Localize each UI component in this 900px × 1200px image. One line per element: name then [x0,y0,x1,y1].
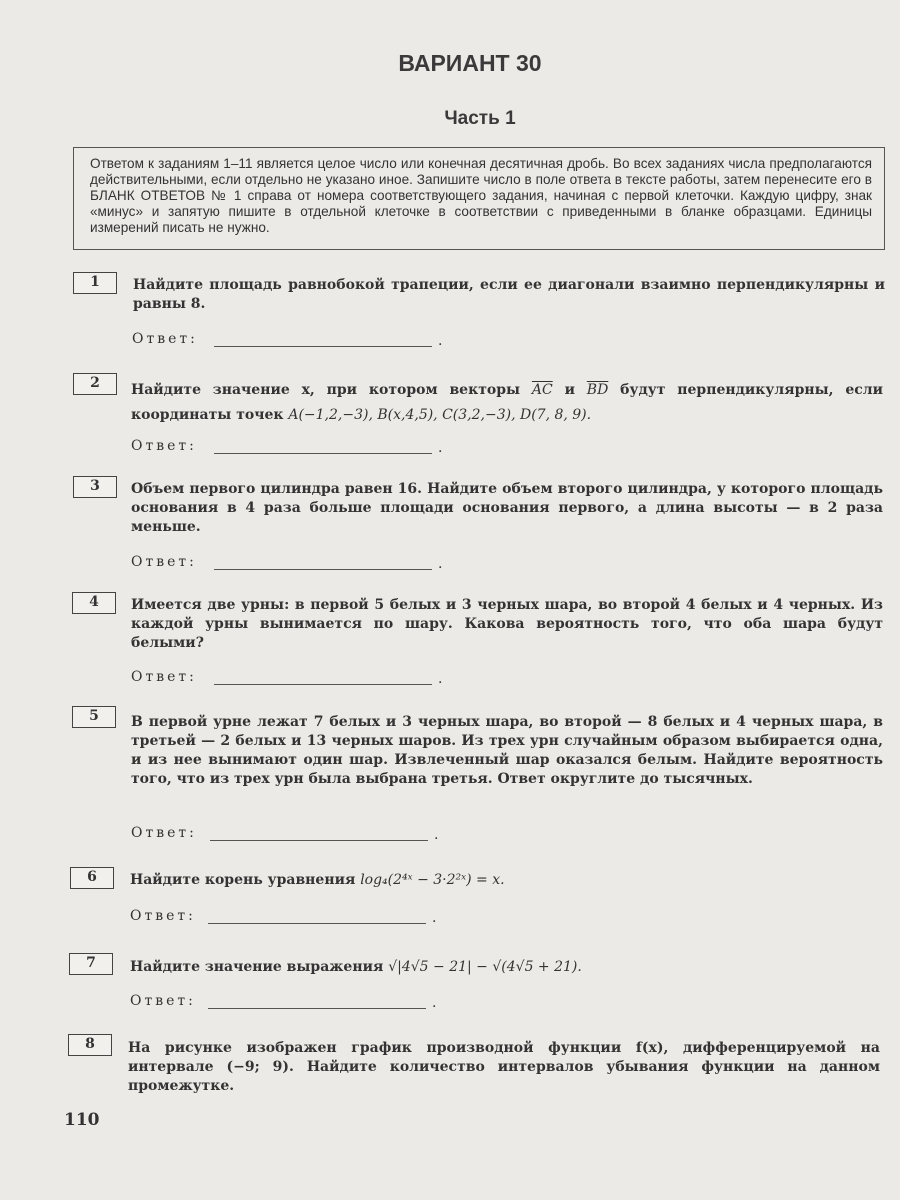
answer-label: Ответ: [131,438,197,454]
answer-label: Ответ: [130,993,196,1009]
task-text-and: и [564,382,575,398]
equation: log₄(2⁴ˣ − 3·2²ˣ) = x. [360,872,505,888]
task-number: 8 [68,1034,112,1056]
task-text-part: Найдите значение выражения [130,959,384,975]
answer-label: Ответ: [131,669,197,685]
answer-field[interactable] [214,346,432,347]
answer-end: . [438,440,443,456]
task-number: 4 [72,592,116,614]
answer-end: . [438,333,443,349]
answer-label: Ответ: [132,331,198,347]
variant-title: ВАРИАНТ 30 [398,50,542,76]
task-text: В первой урне лежат 7 белых и 3 черных шара, во второй — 8 белых и 4 черных шара, в третьей — 2 белых и 13 черных шаров. Из трех урн случайным образом выбирается одна, и из нее вынимают один шар. Извлеченный шар оказался белым. Найдите вероятность того, что из трех урн была выбрана третья. Ответ округлите до тысячных. [131,714,883,787]
task-number: 6 [70,867,114,889]
answer-field[interactable] [214,569,432,570]
vector-ac: $\overline{AC}$ [531,382,553,398]
task-text: Найдите площадь равнобокой трапеции, если ее диагонали взаимно перпендикулярны и равны 8. [133,277,885,312]
task-text: На рисунке изображен график производной функции f(x), дифференцируемой на интервале (−9; 9). Найдите количество интервалов убывания функции на данном промежутке. [128,1040,880,1094]
task-text: Имеется две урны: в первой 5 белых и 3 черных шара, во второй 4 белых и 4 черных. Из каждой урны вынимается по шару. Какова вероятность того, что оба шара будут белыми? [131,597,883,651]
answer-field[interactable] [210,840,428,841]
task-text: Объем первого цилиндра равен 16. Найдите объем второго цилиндра, у которого площадь основания в 4 раза больше площади основания первого, а длина высоты — в 2 раза меньше. [131,481,883,535]
task-number: 5 [72,706,116,728]
answer-field[interactable] [214,453,432,454]
answer-label: Ответ: [130,908,196,924]
expression: √|4√5 − 21| − √(4√5 + 21). [388,959,582,975]
task-text-part: будут перпендикулярны, если координаты точек [131,382,884,423]
answer-end: . [432,995,437,1011]
point-coordinates: A(−1,2,−3), B(x,4,5), C(3,2,−3), D(7, 8, 9). [288,407,592,423]
answer-end: . [432,910,437,926]
task-number: 3 [73,476,117,498]
answer-field[interactable] [208,923,426,924]
answer-label: Ответ: [131,554,197,570]
task-text-part: Найдите корень уравнения [130,872,356,888]
answer-field[interactable] [208,1008,426,1009]
answer-end: . [438,556,443,572]
task-text [131,378,883,428]
vector-bd: $\overline{BD}$ [586,382,609,398]
task-number: 2 [73,373,117,395]
answer-end: . [434,827,439,843]
part-title: Часть 1 [444,108,516,129]
page-number: 110 [64,1110,100,1130]
answer-label: Ответ: [131,825,197,841]
answer-field[interactable] [214,684,432,685]
task-number: 7 [69,953,113,975]
task-text [130,958,882,977]
task-text [130,871,882,890]
instructions-box: Ответом к заданиям 1–11 является целое число или конечная десятичная дробь. Во всех заданиях числа предполагаются действительными, если отдельно не указано иное. Запишите число в поле ответа в тексте работы, затем перенесите его в БЛАНК ОТВЕТОВ № 1 справа от номера соответствующего задания, начиная с первой клеточки. Каждую цифру, знак «минус» и запятую пишите в отдельной клеточке в соответствии с приведенными в бланке образцами. Единицы измерений писать не нужно. [73,147,885,250]
task-text-part: Найдите значение x, при котором векторы [131,382,521,398]
answer-end: . [438,671,443,687]
task-number: 1 [73,272,117,294]
